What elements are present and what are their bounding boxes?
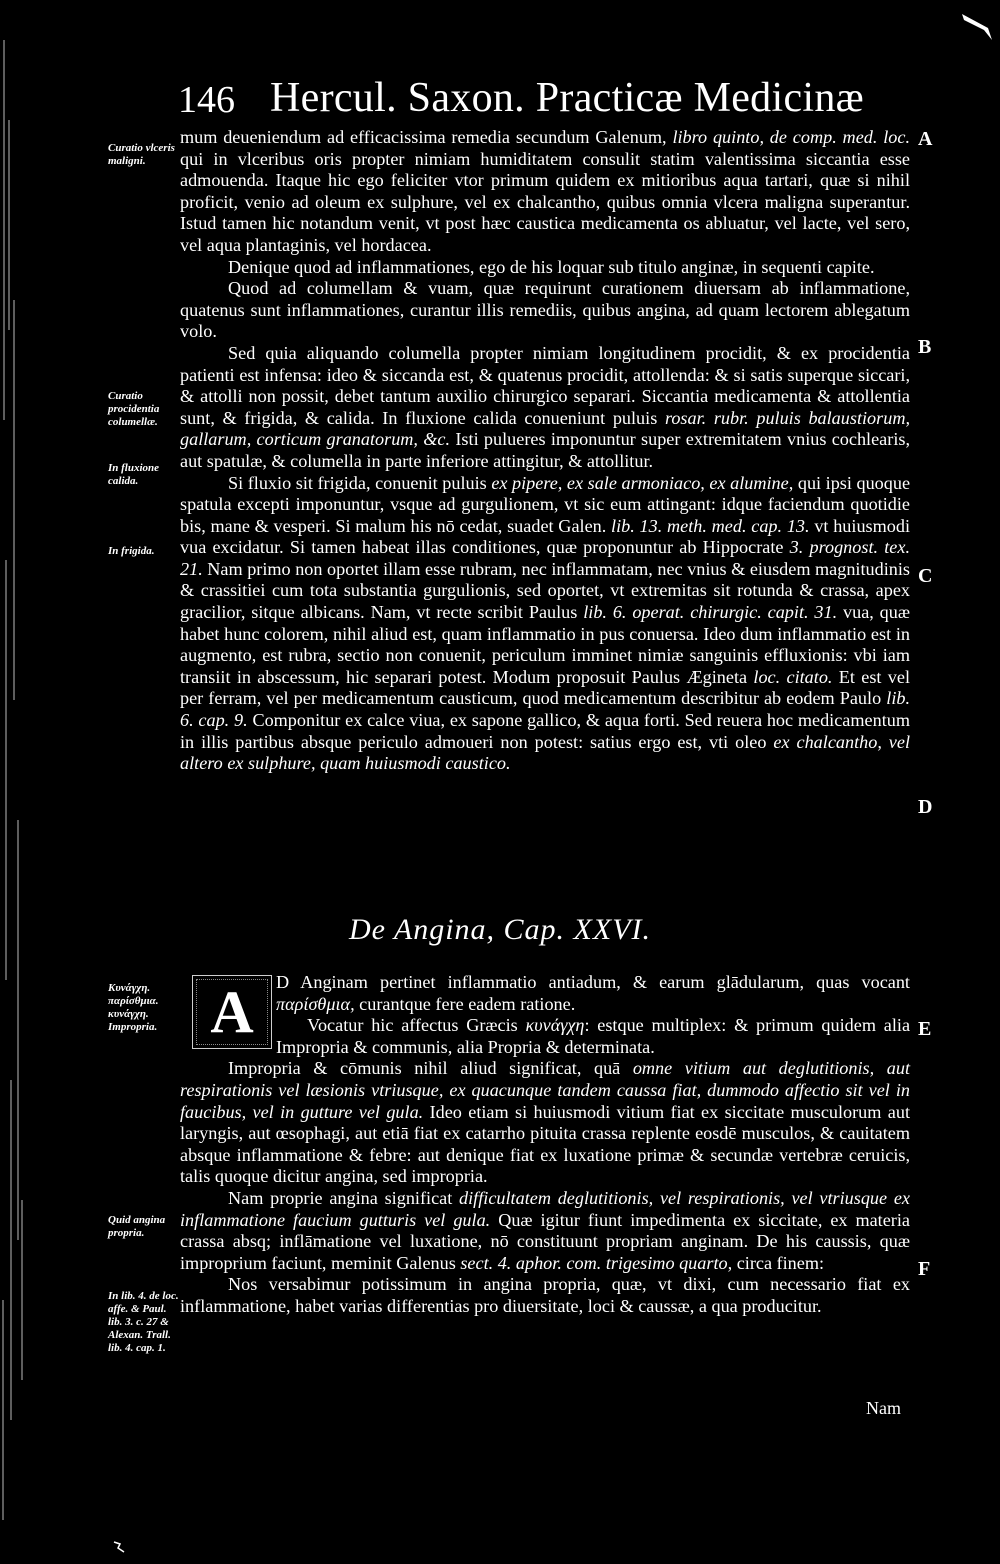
scan-edge-noise: [0, 0, 30, 1564]
paragraph: D Anginam pertinet inflammatio antiadum, & earum glādularum, quas vocant παρίσθμια, curantque fere eadem ratione.: [276, 972, 910, 1014]
bottom-ink-mark: [112, 1540, 126, 1554]
text-block-lower: [180, 972, 910, 1318]
text-block-upper: [180, 127, 910, 775]
paragraph: Nam proprie angina significat difficultatem deglutitionis, vel respirationis, vel vtriusque ex inflammatione faucium gutturis vel gula. Quæ igitur fiunt impedimenta ex siccitate, ex materia crassa absq; inflāmatione vel luxatione, nō constituunt propriam anginam. De his caussis, quæ improprium faciunt, meminit Galenus sect. 4. aphor. com. trigesimo quarto, circa finem:: [180, 1187, 910, 1273]
corner-pen-mark: [958, 6, 994, 42]
paragraph: Quod ad columellam & vuam, quæ requirunt curationem diuersam ab inflammatione, quatenus sunt inflammationes, curantur illis remediis, quibus angina, ad quam lectorem ablegatum volo.: [180, 278, 910, 342]
margin-note: Quid angina propria.: [108, 1214, 166, 1239]
running-title: Hercul. Saxon. Practicæ Medicinæ: [270, 75, 864, 121]
paragraph: Impropria & cōmunis nihil aliud significat, quā omne vitium aut deglutitionis, aut respirationis vel læsionis vtriusque, ex quacunque tandem caussa fiat, dummodo affectio sit vel in faucibus, vel in gutture vel gula. Ideo etiam si huiusmodi vitium fiat ex siccitate musculorum aut laryngis, aut œsophagi, aut etiā fiat ex catarrho pituita crassa replente eosdē musculos, & cauitatem absque inflammatione & febre: aut denique fiat ex luxatione primæ & secundæ vertebræ ceruicis, talis quoque dicitur angina, sed impropria.: [180, 1058, 911, 1187]
paragraph: Sed quia aliquando columella propter nimiam longitudinem procidit, & ex procidentia patienti est infensa: ideo & siccanda est, & quatenus procidit, attollenda: & si satis superque siccari, & attolli non possit, debet tantum auxilio chirurgico separari. Siccantia medicamenta & attollentia sunt, & frigida, & calida. In fluxione calida conueniunt puluis rosar. rubr. puluis balaustiorum, gallarum, corticum granatorum, &c. Isti pulueres imponuntur super extremitatem vnius cochlearis, aut spatulæ, & columella in parte inferiore attingitur, & attollitur.: [180, 342, 911, 471]
paragraph: Vocatur hic affectus Græcis κυνάγχη: estque multiplex: & primum quidem alia Impropria & communis, alia Propria & determinata.: [276, 1015, 911, 1057]
catchword: Nam: [866, 1398, 901, 1418]
section-letter: C: [918, 565, 933, 587]
margin-note: In frigida.: [108, 545, 155, 557]
paragraph: Nos versabimur potissimum in angina propria, quæ, vt dixi, cum necessario fiat ex inflammatione, habet varias differentias pro diuersitate, loci & caussæ, a qua producitur.: [180, 1274, 910, 1316]
section-letter: B: [918, 336, 932, 358]
section-letter: E: [918, 1018, 932, 1040]
margin-note: Κυνάγχη. παρίσθμια. κυνάγχη. Impropria.: [108, 982, 159, 1033]
running-head: [178, 74, 864, 134]
margin-note: In fluxione calida.: [108, 462, 160, 487]
paragraph: Denique quod ad inflammationes, ego de his loquar sub titulo anginæ, in sequenti capite.: [228, 256, 875, 277]
section-letter: F: [918, 1258, 931, 1280]
margin-note: Curatio vlceris maligni.: [108, 142, 175, 167]
paragraph: mum deueniendum ad efficacissima remedia secundum Galenum, libro quinto, de comp. med. loc. qui in vlceribus oris propter nimiam humiditatem consulit statim valentissima siccantia esse admouenda. Itaque hic ego feliciter vtor primum quidem ex mitioribus aqua tartari, quæ si nihil proficit, venio ad oleum ex sulphure, vel ex chalcantho, quibus omnia vlcera maligna superantur. Istud tamen hic notandum venit, vt post hæc caustica medicamenta os abluatur, vel lacte, vel sero, vel aqua plantaginis, vel hordacea.: [180, 127, 910, 255]
section-letter: A: [918, 128, 933, 150]
section-letter: D: [918, 796, 933, 818]
page-number: 146: [178, 79, 235, 121]
chapter-heading: De Angina, Cap. XXVI.: [348, 913, 652, 946]
margin-note: In lib. 4. de loc. affe. & Paul. lib. 3. c. 27 & Alexan. Trall. lib. 4. cap. 1.: [108, 1290, 179, 1354]
decorated-initial: A: [192, 975, 272, 1049]
paragraph: Si fluxio sit frigida, conuenit puluis ex pipere, ex sale armoniaco, ex alumine, qui ipsi quoque spatula excepti imponuntur, vsque ad gurgulionem, vt sic eum attingant: idque faciendum quotidie bis, mane & vesperi. Si malum his nō cedat, suadet Galen. lib. 13. meth. med. cap. 13. vt huiusmodi vua excidatur. Si tamen habeat illas conditiones, quæ proponuntur ab Hippocrate 3. prognost. tex. 21. Nam primo non oportet illam esse rubram, nec inflammatam, nec vnius & eiusdem magnitudinis & crassitiei cum tota substantia gurgulionis, sed oportet, vt extremitas sit rotunda & crassa, apex gracilior, sitque albicans. Nam, vt recte scribit Paulus lib. 6. operat. chirurgic. capit. 31. vua, quæ habet hunc colorem, nihil aliud est, quam inflammatio in pus conuersa. Ideo dum inflammatio est in augmento, est rubra, sectio non conuenit, periculum imminet nimiæ sanguinis effluxionis: vbi iam transiit in abscessum, hic separari potest. Modum proposuit Paulus Ægineta loc. citato. Et est vel per ferram, vel per medicamentum causticum, quod medicamentum describitur ab eodem Paulo lib. 6. cap. 9. Componitur ex calce viua, ex sapone gallico, & aqua forti. Sed reuera hoc medicamentum in illis partibus absque periculo admoueri non potest: satius ergo est, vti oleo ex chalcantho, vel altero ex sulphure, quam huiusmodi caustico.: [180, 472, 911, 774]
margin-note: Curatio procidentia columellæ.: [108, 390, 160, 428]
